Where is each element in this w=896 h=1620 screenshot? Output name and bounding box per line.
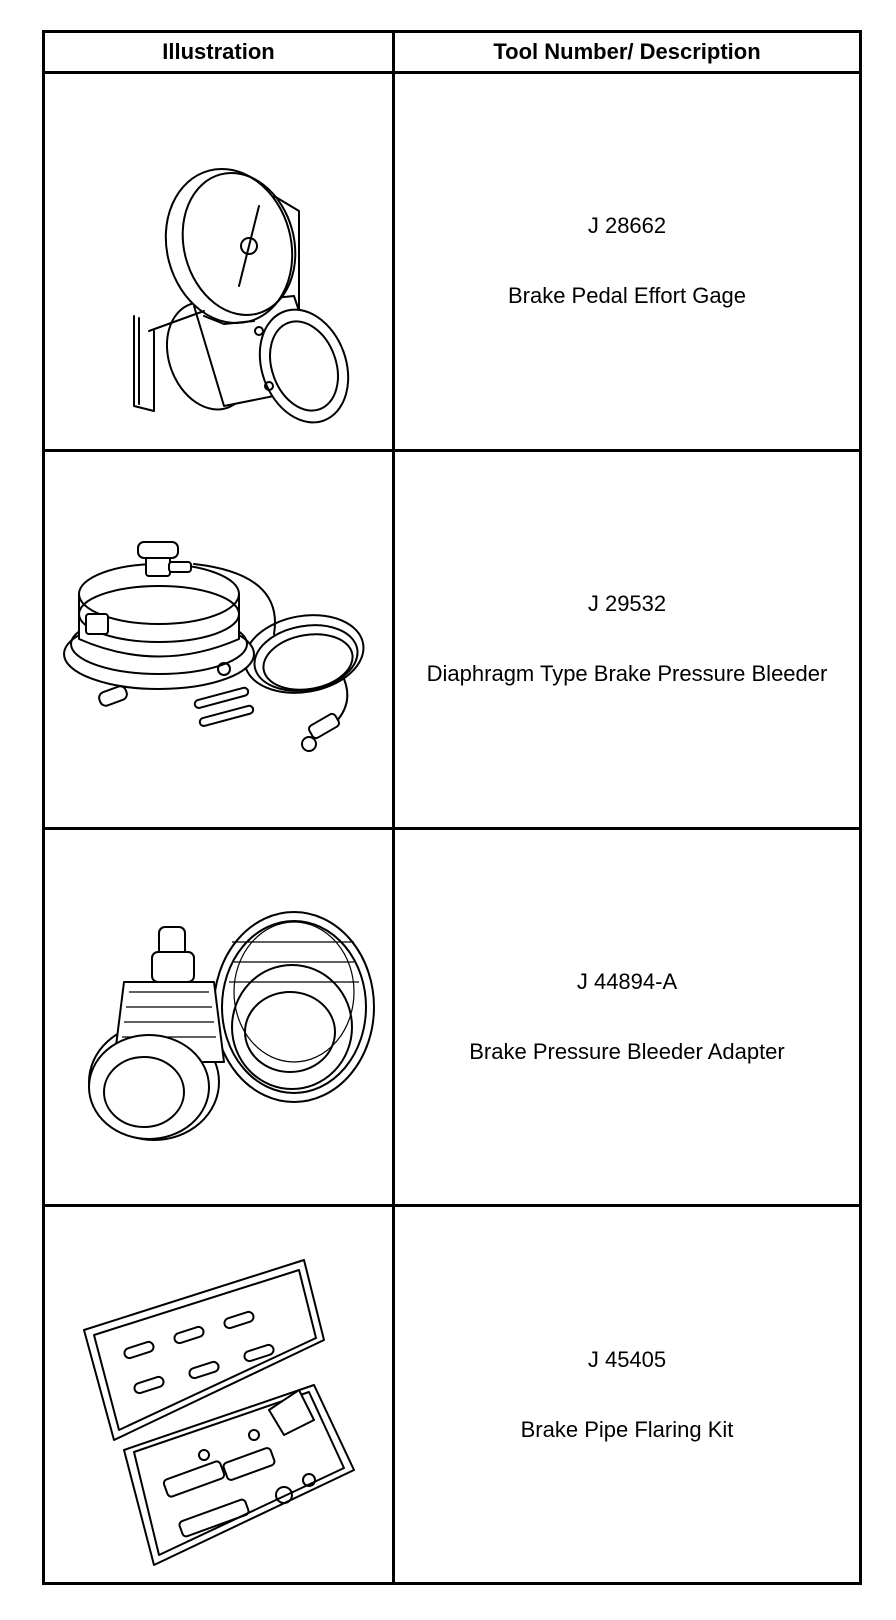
tool-number: J 28662 <box>587 213 667 239</box>
tool-table <box>42 30 862 1585</box>
tool-number: J 44894-A <box>576 968 678 994</box>
tool-description: Diaphragm Type Brake Pressure Bleeder <box>426 661 828 687</box>
tool-description: Brake Pipe Flaring Kit <box>520 1416 734 1442</box>
table-row <box>44 1206 861 1584</box>
flaring-kit-drawing-icon <box>54 1220 384 1570</box>
illustration-cell <box>44 1206 394 1584</box>
pedal-effort-gage-drawing-icon <box>54 86 384 436</box>
tool-number: J 29532 <box>587 591 667 617</box>
description-cell <box>394 1206 861 1584</box>
illustration-cell <box>44 73 394 451</box>
table-header-row <box>44 32 861 73</box>
tool-number: J 45405 <box>587 1346 667 1372</box>
description-cell <box>394 450 861 828</box>
header-illustration: Illustration <box>44 32 394 73</box>
table-row <box>44 828 861 1206</box>
description-cell <box>394 73 861 451</box>
description-cell <box>394 828 861 1206</box>
illustration-cell <box>44 450 394 828</box>
pressure-bleeder-drawing-icon <box>54 464 384 814</box>
table-row <box>44 73 861 451</box>
bleeder-adapter-drawing-icon <box>54 842 384 1192</box>
header-tool-description: Tool Number/ Description <box>394 32 861 73</box>
tool-description: Brake Pedal Effort Gage <box>507 283 747 309</box>
illustration-cell <box>44 828 394 1206</box>
tool-description: Brake Pressure Bleeder Adapter <box>469 1038 785 1064</box>
table-row <box>44 450 861 828</box>
